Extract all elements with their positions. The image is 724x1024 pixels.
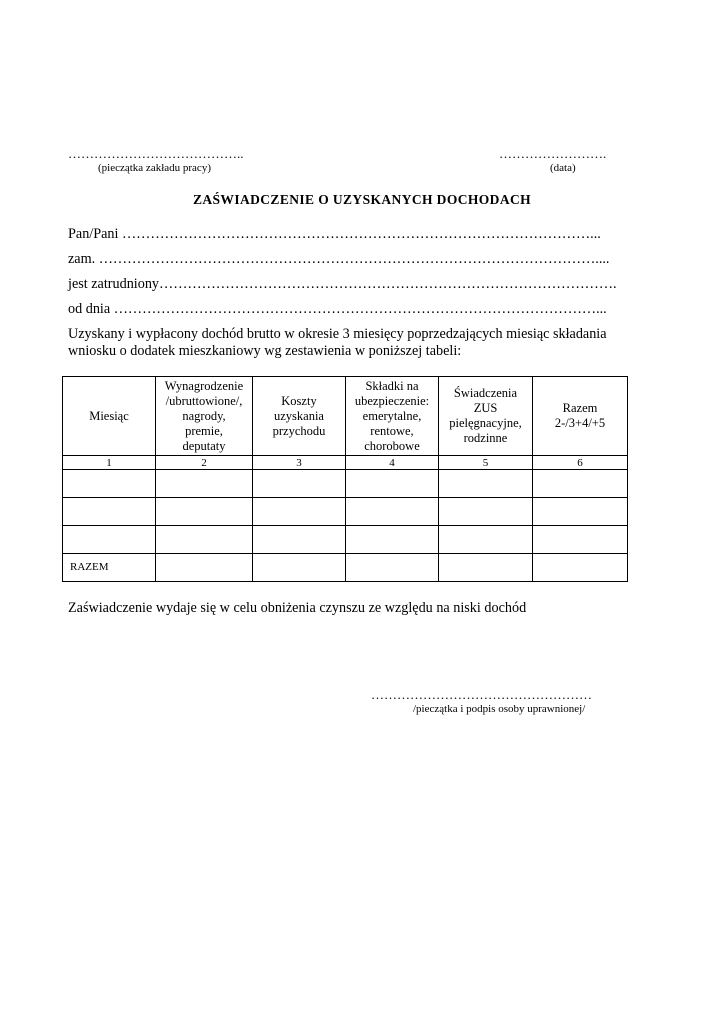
header-line: pielęgnacyjne, — [449, 416, 522, 430]
date-caption: (data) — [550, 162, 576, 174]
header-contributions — [346, 377, 439, 456]
header-line: /ubruttowione/, — [165, 393, 243, 408]
table-cell[interactable] — [156, 498, 253, 526]
column-number: 4 — [346, 456, 439, 470]
header-line: Wynagrodzenie — [164, 378, 244, 393]
table-cell[interactable] — [156, 526, 253, 554]
header-line: ubezpieczenie: — [354, 393, 430, 408]
header-salary — [156, 377, 253, 456]
table-cell[interactable] — [156, 554, 253, 582]
column-number: 2 — [156, 456, 253, 470]
header-line: emerytalne, — [362, 408, 422, 423]
stamp-placeholder: ………………………………….. — [68, 146, 244, 161]
table-row — [63, 526, 628, 554]
header-line: Koszty — [281, 393, 317, 408]
table-total-row — [63, 554, 628, 582]
field-pan-pani: Pan/Pani ………………………………………………………………………………………... — [68, 226, 601, 242]
table-row — [63, 470, 628, 498]
table-cell[interactable] — [439, 526, 533, 554]
table-cell[interactable] — [439, 498, 533, 526]
signature-caption: /pieczątka i podpis osoby uprawnionej/ — [413, 703, 586, 715]
intro-line-1: Uzyskany i wypłacony dochód brutto w okresie 3 miesięcy poprzedzających miesiąc składania — [68, 326, 607, 342]
header-line: ZUS — [473, 401, 498, 415]
total-label: RAZEM — [63, 554, 156, 582]
header-line: Składki na — [365, 378, 419, 393]
column-number: 5 — [439, 456, 533, 470]
table-cell[interactable] — [63, 498, 156, 526]
header-line: deputaty — [182, 438, 226, 453]
table-cell[interactable] — [253, 498, 346, 526]
table-cell[interactable] — [253, 554, 346, 582]
table-cell[interactable] — [63, 526, 156, 554]
header-line: rentowe, — [370, 423, 414, 438]
document-title: ZAŚWIADCZENIE O UZYSKANYCH DOCHODACH — [192, 192, 532, 207]
stamp-caption: (pieczątka zakładu pracy) — [98, 162, 211, 174]
header-line: chorobowe — [364, 438, 420, 453]
table-cell[interactable] — [439, 554, 533, 582]
signature-placeholder: …………………………………………… — [371, 687, 592, 702]
header-line: 2-/3+4/+5 — [554, 416, 606, 430]
column-number: 1 — [63, 456, 156, 470]
table-row — [63, 498, 628, 526]
column-number: 6 — [533, 456, 628, 470]
header-month — [63, 377, 156, 456]
table-cell[interactable] — [346, 554, 439, 582]
header-total — [533, 377, 628, 456]
table-cell[interactable] — [156, 470, 253, 498]
header-benefits — [439, 377, 533, 456]
table-cell[interactable] — [533, 498, 628, 526]
table-cell[interactable] — [253, 526, 346, 554]
header-line: Świadczenia — [453, 386, 518, 400]
table-cell[interactable] — [346, 526, 439, 554]
table-cell[interactable] — [533, 526, 628, 554]
table-cell[interactable] — [533, 554, 628, 582]
header-line: przychodu — [272, 423, 326, 438]
header-line: Razem — [562, 401, 598, 415]
field-since-date: od dnia …………………………………………………………………………………………... — [68, 301, 607, 317]
header-costs — [253, 377, 346, 456]
table-cell[interactable] — [253, 470, 346, 498]
header-line: uzyskania — [274, 408, 324, 423]
header-line: rodzinne — [463, 431, 508, 445]
date-placeholder: ……………………. — [499, 146, 607, 161]
table-cell[interactable] — [346, 470, 439, 498]
field-employed: jest zatrudniony……………………………………………………………………………………. — [68, 276, 617, 292]
table-cell[interactable] — [346, 498, 439, 526]
income-table — [62, 376, 628, 582]
table-cell[interactable] — [63, 470, 156, 498]
column-number-row — [63, 456, 628, 470]
intro-line-2: wniosku o dodatek mieszkaniowy wg zestawienia w poniższej tabeli: — [68, 343, 462, 359]
header-line: Miesiąc — [89, 408, 129, 423]
table-cell[interactable] — [439, 470, 533, 498]
column-number: 3 — [253, 456, 346, 470]
field-address: zam. …………………………………………………………………………………………….... — [68, 251, 610, 267]
header-line: premie, — [185, 423, 223, 438]
header-line: nagrody, — [182, 408, 226, 423]
purpose-statement: Zaświadczenie wydaje się w celu obniżenia czynszu ze względu na niski dochód — [68, 600, 527, 616]
table-cell[interactable] — [533, 470, 628, 498]
table-header-row — [63, 377, 628, 456]
